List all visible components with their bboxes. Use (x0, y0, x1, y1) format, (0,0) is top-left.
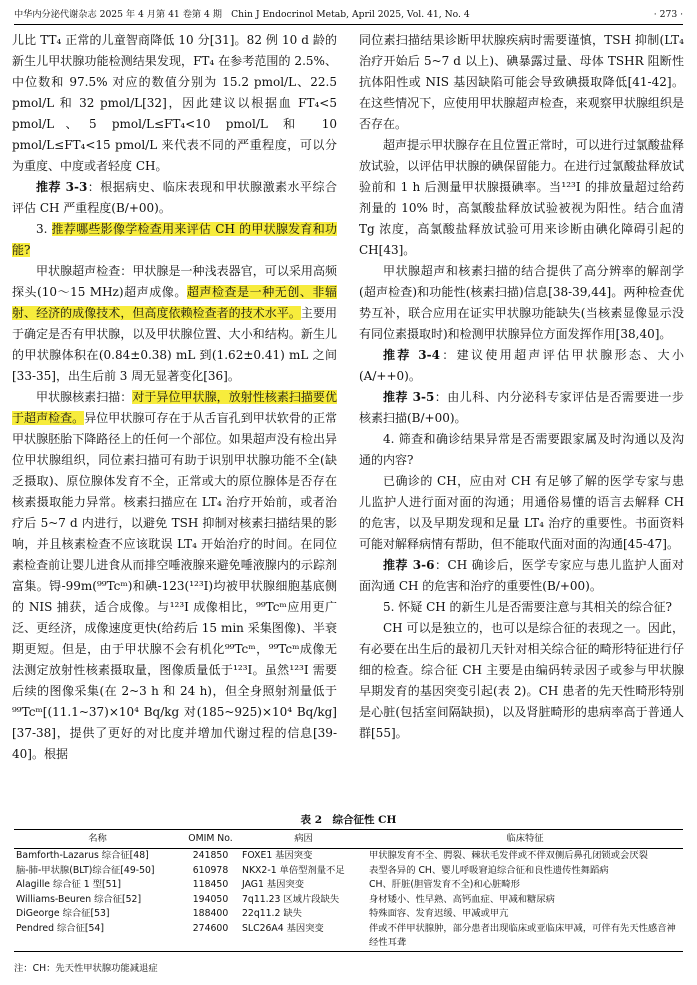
highlighted-text: 超声检查是一种无创、非辐射、经济的成像技术，但高度依赖检查者的技术水平。 (12, 285, 337, 320)
paragraph-text: 甲状腺核素扫描： (36, 390, 133, 404)
paragraph: 超声提示甲状腺存在且位置正常时，可以进行过氯酸盐释放试验，以评估甲状腺的碘保留能力。在进行过氯酸盐释放试验前和 1 h 后测量甲状腺摄碘率。当¹²³I 的排放量超过给药剂量的 10% 时，高氯酸盐释放试验被视为阳性。结合血清 Tg 浓度，高氯酸盐释放试验可用来诊断由碘化障碍引起的 CH[43]。 (359, 138, 684, 257)
table-row (14, 849, 683, 864)
header-features: 临床特征 (367, 830, 683, 849)
cell-features: 伴或不伴甲状腺肿，部分患者出现临床或亚临床甲减，可伴有先天性感音神经性耳聋 (367, 922, 683, 952)
highlighted-question: 推荐哪些影像学检查用来评估 CH 的甲状腺发育和功能? (12, 222, 337, 257)
syndrome-table (14, 829, 683, 952)
cell-features: CH、肝脏(胆管发育不全)和心脏畸形 (369, 879, 520, 890)
page-number: · 273 · (653, 9, 683, 20)
recommendation-text: ：CH 确诊后，医学专家应与患儿监护人面对面沟通 CH 的危害和治疗的重要性(B/+00)。 (359, 558, 684, 593)
recommendation-text: ：建议使用超声评估甲状腺形态、大小(A/++0)。 (359, 348, 684, 383)
cell-omim: 241850 (192, 850, 229, 861)
recommendation-label: 推荐 3-4 (383, 348, 440, 362)
recommendation-text: ：根据病史、临床表现和甲状腺激素水平综合评估 CH 严重程度(B/+00)。 (12, 180, 337, 215)
table-caption: 表 2 综合征性 CH (300, 814, 397, 826)
cell-omim: 610978 (192, 864, 229, 876)
question-5: 5. 怀疑 CH 的新生儿是否需要注意与其相关的综合征? (383, 600, 672, 614)
highlighted-text: 对于异位甲状腺，放射性核素扫描要优于超声检查。 (12, 390, 337, 425)
recommendation-3-6 (359, 555, 684, 597)
cell-name: 脑-肺-甲状腺(BLT)综合征[49-50] (16, 864, 155, 876)
ultrasound-paragraph (12, 261, 337, 387)
paragraph-text: 甲状腺超声检查：甲状腺是一种浅表器官，可以采用高频探头(10～15 MHz)超声成像。 (12, 264, 337, 299)
table-row (14, 922, 683, 952)
table-header-row (14, 830, 683, 849)
paragraph: 同位素扫描结果诊断甲状腺疾病时需要谨慎，TSH 抑制(LT₄ 治疗开始后 5~7 d 以上)、碘暴露过量、母体 TSHR 阻断性抗体阳性或 NIS 基因缺陷可能会导致碘摄取降低[41-42]。在这些情况下，应使用甲状腺超声检查，来观察甲状腺组织是否存在。 (359, 33, 684, 131)
header-omim: OMIM No. (181, 830, 240, 849)
cell-features: 甲状腺发育不全、腭裂、棘状毛发伴或不伴双侧后鼻孔闭锁或会厌裂 (369, 850, 648, 861)
header-name: 名称 (14, 830, 181, 849)
scan-paragraph (12, 387, 337, 765)
page-header (14, 6, 683, 25)
cell-cause: SLC26A4 基因突变 (240, 922, 367, 952)
cell-name: Williams-Beuren 综合征[52] (16, 893, 142, 905)
cell-name: DiGeorge 综合征[53] (16, 908, 110, 919)
cell-omim: 194050 (192, 893, 229, 905)
question-3 (12, 219, 337, 261)
cell-omim: 118450 (192, 879, 229, 890)
recommendation-label: 推荐 3-5 (383, 390, 435, 404)
cell-cause: JAG1 基因突变 (242, 879, 305, 890)
paragraph-text: 异位甲状腺可存在于从舌盲孔到甲状软骨的正常甲状腺胚胎下降路径上的任何一个部位。如果超声没有检出异位甲状腺组织，同位素扫描可有助于识别甲状腺功能不全(缺乏摄取)、原位腺体发育不全，正常或大的原位腺体是否存在核素摄取能力异常。核素扫描应在 LT₄ 治疗开始前，或者治疗后 5~7 d 内进行，以避免 TSH 抑制对核素扫描结果的影响，并且核素检查不应该耽误 LT₄ 开始治疗的时间。在同位素检查前让婴儿进食从而排空唾液腺来避免唾液腺内的示踪剂富集。锝-99m(⁹⁹Tcᵐ)和碘-123(¹²³I)均被甲状腺细胞基底侧的 NIS 捕获，适合成像。与¹²³I 成像相比，⁹⁹Tcᵐ应用更广泛、更经济，成像速度更快(给药后 15 min 采集图像)、半衰期更短。但是，由于甲状腺不会有机化⁹⁹Tcᵐ，⁹⁹Tcᵐ成像无法测定放射性核素摄取量，图像质量低于¹²³I。虽然¹²³I 需要后续的图像采集(在 2~3 h 和 24 h)，但全身照射剂量低于⁹⁹Tcᵐ[(11.1~37)×10⁴ Bq/kg 对(185~925)×10⁴ Bq/kg][37-38]，提供了更好的对比度并增加代谢过程的信息[39-40]。根据 (12, 411, 337, 761)
cell-name: Bamforth-Lazarus 综合征[48] (16, 850, 149, 861)
cell-features: 特殊面容、发育迟缓、甲减或甲亢 (369, 908, 509, 919)
table-row (14, 907, 683, 922)
cell-omim: 188400 (192, 908, 229, 919)
paragraph: CH 可以是独立的，也可以是综合征的表现之一。因此，有必要在出生后的最初几天针对相关综合征的畸形特征进行仔细的检查。综合征 CH 主要是由编码转录因子或参与甲状腺早期发育的基因突变引起(表 2)。CH 患者的先天性畸形特别是心脏(包括室间隔缺损)，以及肾脏畸形的患病率高于普通人群[55]。 (359, 621, 684, 740)
paragraph-text: 主要用于确定是否有甲状腺，以及甲状腺位置、大小和结构。新生儿的甲状腺体积在(0.84±0.38) mL 到(1.62±0.41) mL 之间[33-35]，出生后前 3 周无显著变化[36]。 (12, 306, 337, 383)
recommendation-label: 推荐 3-3 (36, 180, 88, 194)
cell-name: Pendred 综合征[54] (14, 922, 181, 952)
question-number: 3. (36, 222, 52, 236)
journal-header: 中华内分泌代谢杂志 2025 年 4 月第 41 卷第 4 期 Chin J Endocrinol Metab, April 2025, Vol. 41, No. 4 (14, 9, 470, 20)
table-row (14, 878, 683, 893)
recommendation-3-3 (12, 177, 337, 219)
right-column (359, 30, 684, 744)
cell-features: 身材矮小、性早熟、高钙血症、甲减和糖尿病 (369, 893, 555, 905)
syndrome-table-block (14, 811, 683, 974)
left-column (12, 30, 337, 765)
table-row (14, 864, 683, 879)
paragraph: 甲状腺超声和核素扫描的结合提供了高分辨率的解剖学(超声检查)和功能性(核素扫描)信息[38-39,44]。两种检查优势互补，联合应用在证实甲状腺功能缺失(当核素显像显示没有同位素摄取时)和检测甲状腺异位方面发挥作用[38,40]。 (359, 264, 684, 341)
paragraph: 儿比 TT₄ 正常的儿童智商降低 10 分[31]。82 例 10 d 龄的新生儿甲状腺功能检测结果发现，FT₄ 在参考范围的 2.5%、中位数和 97.5% 对应的数值分别为 15.2 pmol/L、22.5 pmol/L 和 32 pmol/L[32]，因此建议以根据血 FT₄<5 pmol/L、5 pmol/L≤FT₄<10 pmol/L 和 10 pmol/L≤FT₄<15 pmol/L 来代表不同的严重程度，可以分为重度、中度或者轻度 CH。 (12, 33, 337, 173)
cell-name: Alagille 综合征 1 型[51] (16, 879, 122, 890)
recommendation-3-5 (359, 387, 684, 429)
cell-cause: 22q11.2 缺失 (242, 908, 302, 919)
cell-cause: 7q11.23 区域片段缺失 (242, 893, 340, 905)
paragraph: 已确诊的 CH，应由对 CH 有足够了解的医学专家与患儿监护人进行面对面的沟通；用通俗易懂的语言去解释 CH 的危害，以及早期发现和足量 LT₄ 治疗的重要性。书面资料可能对解释病情有帮助，但不能取代面对面的沟通[45-47]。 (359, 474, 684, 551)
cell-features: 表型各异的 CH、婴儿呼吸窘迫综合征和良性遗传性舞蹈病 (369, 864, 609, 876)
recommendation-label: 推荐 3-6 (383, 558, 435, 572)
recommendation-text: ：由儿科、内分泌科专家评估是否需要进一步核素扫描(B/+00)。 (359, 390, 684, 425)
cell-omim: 274600 (181, 922, 240, 952)
recommendation-3-4 (359, 345, 684, 387)
cell-cause: FOXE1 基因突变 (242, 850, 313, 861)
table-note: 注：CH：先天性甲状腺功能减退症 (14, 962, 158, 974)
header-cause: 病因 (240, 830, 367, 849)
question-4: 4. 筛查和确诊结果异常是否需要跟家属及时沟通以及沟通的内容? (359, 432, 684, 467)
table-row (14, 893, 683, 908)
cell-cause: NKX2-1 单倍型剂量不足 (242, 864, 345, 876)
